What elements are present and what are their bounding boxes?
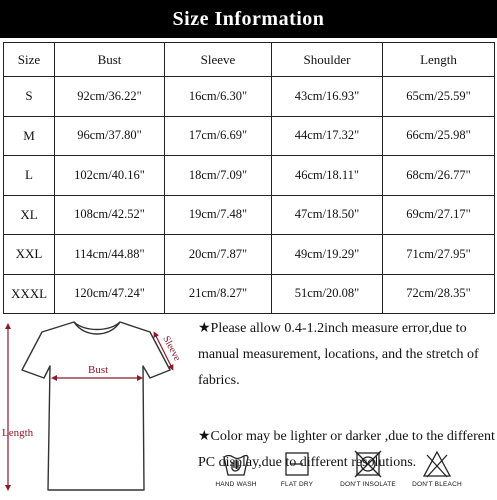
table-cell: 44cm/17.32"	[272, 116, 383, 156]
tshirt-outline	[22, 322, 170, 490]
table-cell: 46cm/18.11"	[272, 156, 383, 196]
size-table	[3, 42, 495, 314]
table-cell: XXL	[4, 235, 55, 275]
table-cell: 96cm/37.80"	[55, 116, 165, 156]
table-cell: 68cm/26.77"	[383, 156, 495, 196]
care-dont-insolate	[328, 449, 408, 488]
table-cell: 120cm/47.24"	[55, 274, 165, 314]
table-cell: L	[4, 156, 55, 196]
table-header-row	[4, 43, 495, 77]
table-cell: M	[4, 116, 55, 156]
table-cell: 69cm/27.17"	[383, 195, 495, 235]
table-cell: 114cm/44.88"	[55, 235, 165, 275]
table-cell: XL	[4, 195, 55, 235]
tshirt-diagram	[0, 318, 196, 500]
care-label: HAND WASH	[215, 481, 257, 488]
table-cell: 49cm/19.29"	[272, 235, 383, 275]
bust-label: Bust	[88, 364, 109, 376]
table-cell: 17cm/6.69"	[165, 116, 272, 156]
table-cell: 43cm/16.93"	[272, 77, 383, 117]
table-cell: S	[4, 77, 55, 117]
table-cell: 108cm/42.52"	[55, 195, 165, 235]
care-label: DON'T INSOLATE	[340, 481, 396, 488]
header-shoulder: Shoulder	[272, 43, 383, 77]
table-cell: 47cm/18.50"	[272, 195, 383, 235]
table-cell: 102cm/40.16"	[55, 156, 165, 196]
flat-dry-icon	[282, 449, 312, 479]
table-cell: 21cm/8.27"	[165, 274, 272, 314]
color-difference-note: ★Color may be lighter or darker ,due to the different PC display,due to different resolutions.	[198, 429, 495, 470]
page-title: Size Information	[172, 7, 325, 30]
table-row	[4, 274, 495, 314]
table-cell: XXXL	[4, 274, 55, 314]
table-row	[4, 195, 495, 235]
table-row	[4, 156, 495, 196]
do-not-insolate-icon	[353, 449, 383, 479]
table-cell: 20cm/7.87"	[165, 235, 272, 275]
table-cell: 65cm/25.59"	[383, 77, 495, 117]
care-label: FLAT DRY	[280, 481, 314, 488]
header-length: Length	[383, 43, 495, 77]
table-cell: 71cm/27.95"	[383, 235, 495, 275]
care-label: DON'T BLEACH	[412, 481, 462, 488]
table-cell: 18cm/7.09"	[165, 156, 272, 196]
table-cell: 92cm/36.22"	[55, 77, 165, 117]
header-sleeve: Sleeve	[165, 43, 272, 77]
table-cell: 16cm/6.30"	[165, 77, 272, 117]
table-row	[4, 116, 495, 156]
care-flat-dry	[257, 449, 337, 488]
measure-error-note: ★Please allow 0.4-1.2inch measure error,due to manual measurement, locations, and the stretch of fabrics.	[198, 321, 479, 388]
sleeve-label: Sleeve	[160, 334, 183, 363]
header-size: Size	[4, 43, 55, 77]
table-cell: 19cm/7.48"	[165, 195, 272, 235]
title-bar	[0, 0, 497, 38]
table-row	[4, 235, 495, 275]
length-label: Length	[2, 427, 34, 439]
hand-wash-icon	[221, 449, 251, 479]
table-cell: 72cm/28.35"	[383, 274, 495, 314]
do-not-bleach-icon	[422, 449, 452, 479]
table-row	[4, 77, 495, 117]
table-cell: 66cm/25.98"	[383, 116, 495, 156]
care-dont-bleach	[397, 449, 477, 488]
table-cell: 51cm/20.08"	[272, 274, 383, 314]
header-bust: Bust	[55, 43, 165, 77]
